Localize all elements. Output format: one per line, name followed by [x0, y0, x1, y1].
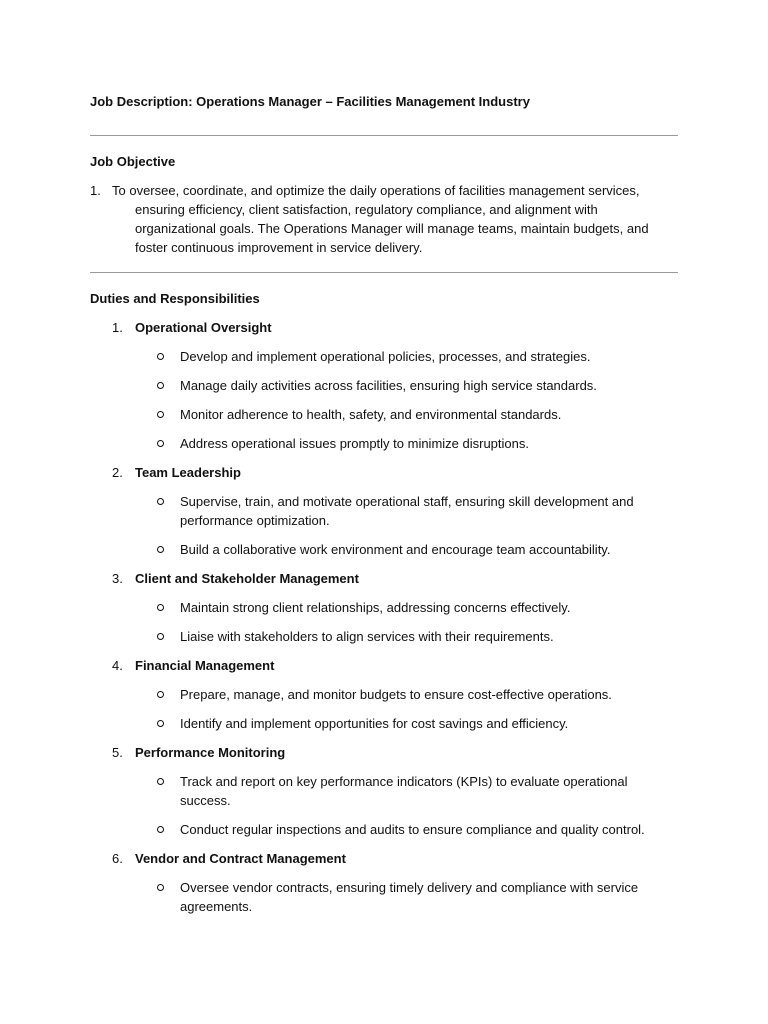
hollow-bullet-icon — [157, 604, 164, 611]
duty-title: Financial Management — [135, 658, 275, 673]
duty-bullet-list — [135, 598, 678, 646]
section-divider — [90, 135, 678, 136]
objective-paragraph — [90, 181, 678, 257]
duty-title: Client and Stakeholder Management — [135, 571, 359, 586]
duty-bullet-list — [135, 347, 678, 453]
duty-bullet — [135, 598, 678, 617]
hollow-bullet-icon — [157, 440, 164, 447]
duty-bullet-text: Build a collaborative work environment and encourage team accountability. — [180, 542, 611, 557]
duty-item — [90, 463, 678, 559]
duty-bullet — [135, 376, 678, 395]
duty-item — [90, 569, 678, 646]
duties-heading: Duties and Responsibilities — [90, 291, 260, 306]
duty-title: Vendor and Contract Management — [135, 851, 346, 866]
duty-title: Operational Oversight — [135, 320, 272, 335]
hollow-bullet-icon — [157, 411, 164, 418]
section-divider — [90, 272, 678, 273]
duty-bullet — [135, 878, 678, 916]
duty-bullet-text: Manage daily activities across facilities, ensuring high service standards. — [180, 378, 597, 393]
duty-bullet-list — [135, 878, 678, 916]
duty-bullet-text: Maintain strong client relationships, addressing concerns effectively. — [180, 600, 571, 615]
duty-item — [90, 656, 678, 733]
hollow-bullet-icon — [157, 884, 164, 891]
duty-number: 6. — [112, 851, 123, 866]
duty-bullet-list — [135, 772, 678, 839]
hollow-bullet-icon — [157, 633, 164, 640]
duty-bullet-text: Prepare, manage, and monitor budgets to ensure cost-effective operations. — [180, 687, 612, 702]
duty-number: 3. — [112, 571, 123, 586]
hollow-bullet-icon — [157, 546, 164, 553]
duty-bullet-list — [135, 492, 678, 559]
duty-item — [90, 849, 678, 916]
duty-number: 5. — [112, 745, 123, 760]
duty-bullet — [135, 540, 678, 559]
hollow-bullet-icon — [157, 826, 164, 833]
hollow-bullet-icon — [157, 720, 164, 727]
document-page — [90, 92, 678, 926]
duty-bullet — [135, 347, 678, 366]
duty-bullet-text: Oversee vendor contracts, ensuring timely delivery and compliance with service agreements. — [180, 880, 639, 914]
hollow-bullet-icon — [157, 691, 164, 698]
duty-bullet — [135, 685, 678, 704]
duty-bullet — [135, 820, 678, 839]
duties-list — [90, 318, 678, 916]
hollow-bullet-icon — [157, 498, 164, 505]
duty-title: Performance Monitoring — [135, 745, 286, 760]
duty-number: 2. — [112, 465, 123, 480]
hollow-bullet-icon — [157, 778, 164, 785]
duty-bullet-text: Conduct regular inspections and audits to ensure compliance and quality control. — [180, 822, 645, 837]
document-title: Job Description: Operations Manager – Facilities Management Industry — [90, 94, 530, 109]
duty-bullet-list — [135, 685, 678, 733]
duty-title: Team Leadership — [135, 465, 241, 480]
duty-bullet — [135, 627, 678, 646]
duty-item — [90, 318, 678, 453]
objective-number: 1. — [90, 183, 101, 198]
objective-text: To oversee, coordinate, and optimize the daily operations of facilities management services, ensuring efficiency, client satisfaction, regulatory compliance, and alignment with organizational goals. The Operations Manager will manage teams, maintain budgets, and foster continuous improvement in service delivery. — [112, 183, 649, 255]
duty-bullet — [135, 714, 678, 733]
duty-bullet — [135, 492, 678, 530]
duty-number: 1. — [112, 320, 123, 335]
objective-heading: Job Objective — [90, 154, 176, 169]
duty-number: 4. — [112, 658, 123, 673]
duty-bullet-text: Develop and implement operational policies, processes, and strategies. — [180, 349, 591, 364]
duty-bullet-text: Liaise with stakeholders to align services with their requirements. — [180, 629, 554, 644]
duty-bullet-text: Supervise, train, and motivate operational staff, ensuring skill development and performance optimization. — [180, 494, 634, 528]
duty-bullet — [135, 772, 678, 810]
duty-bullet-text: Identify and implement opportunities for cost savings and efficiency. — [180, 716, 569, 731]
duty-bullet — [135, 405, 678, 424]
duty-bullet — [135, 434, 678, 453]
hollow-bullet-icon — [157, 382, 164, 389]
duty-bullet-text: Address operational issues promptly to minimize disruptions. — [180, 436, 529, 451]
duty-bullet-text: Monitor adherence to health, safety, and environmental standards. — [180, 407, 562, 422]
duty-item — [90, 743, 678, 839]
duty-bullet-text: Track and report on key performance indicators (KPIs) to evaluate operational success. — [180, 774, 628, 808]
hollow-bullet-icon — [157, 353, 164, 360]
